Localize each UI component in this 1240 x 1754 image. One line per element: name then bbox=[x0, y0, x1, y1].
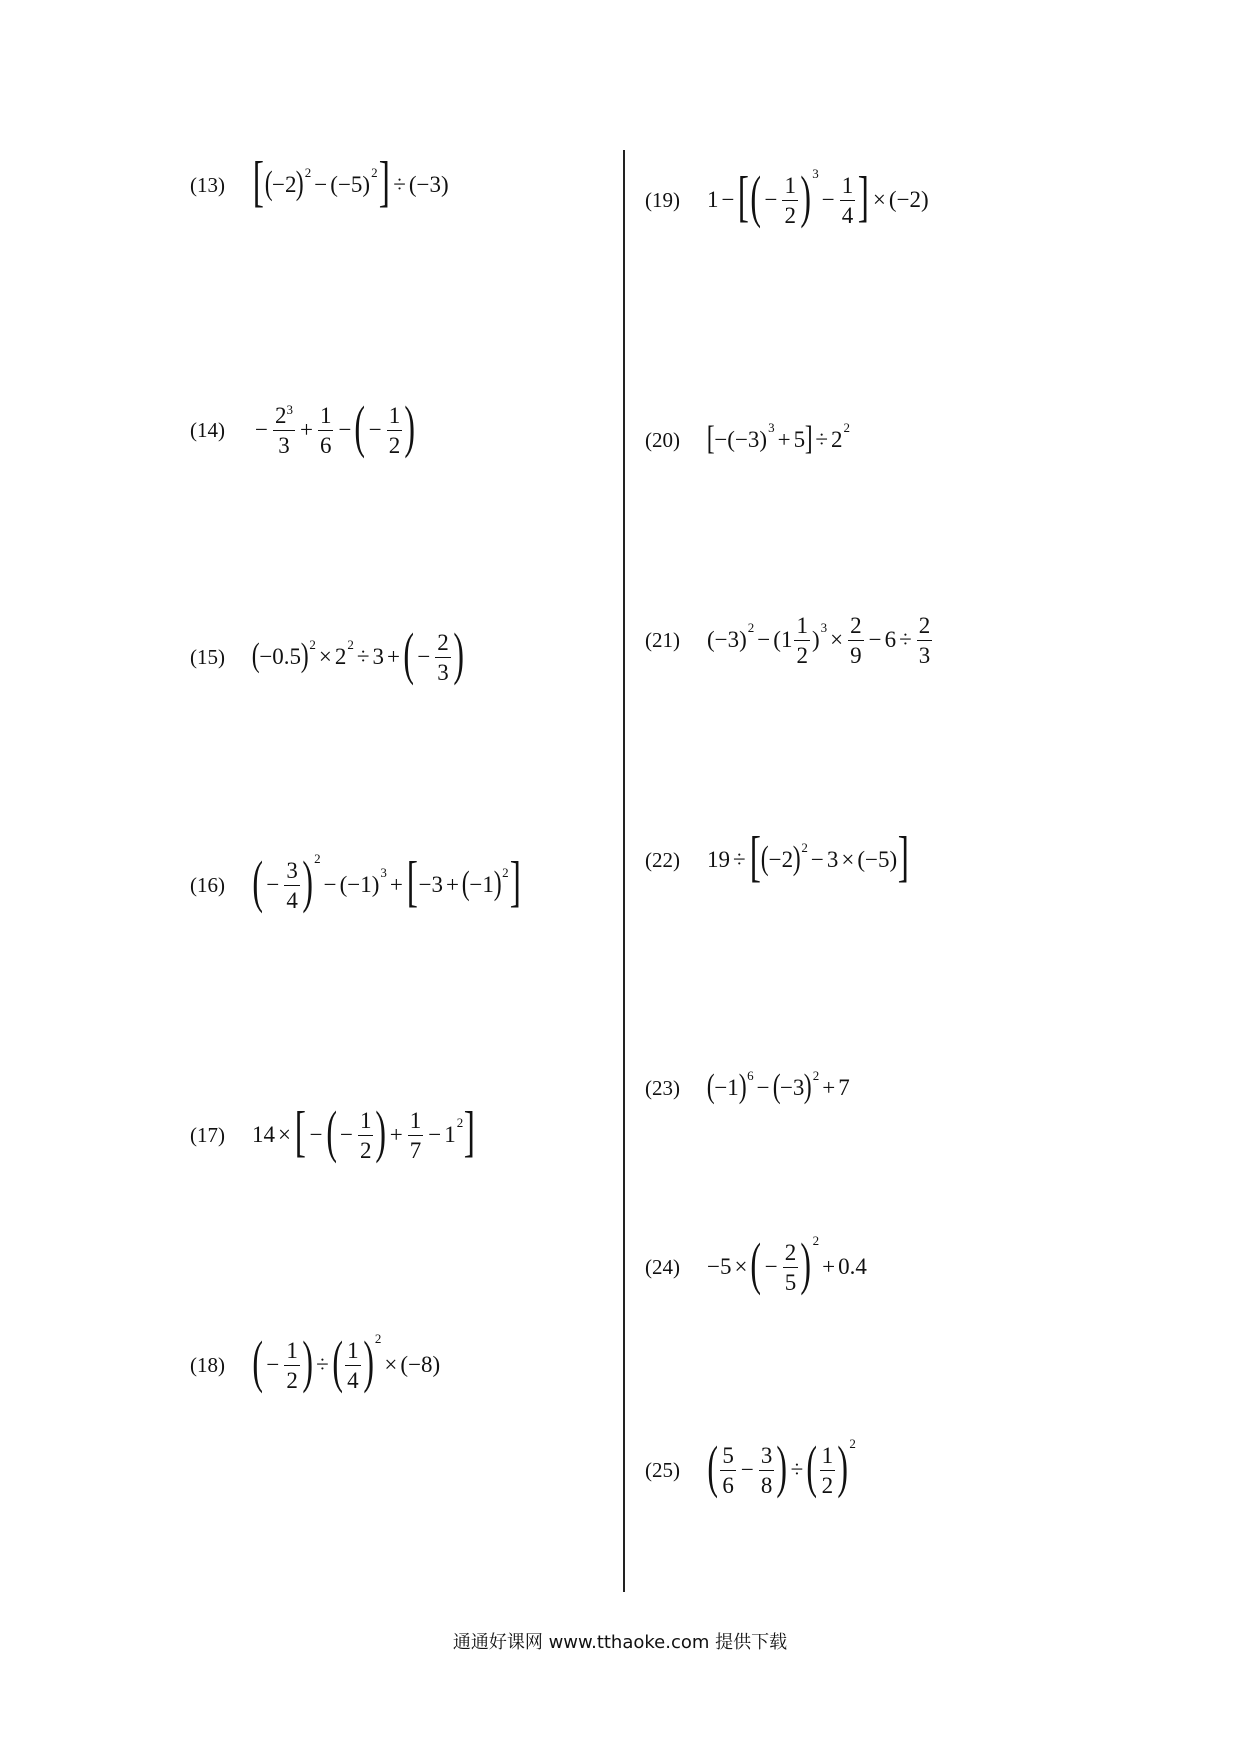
problem-number: (17) bbox=[190, 1122, 225, 1147]
problem-22 bbox=[645, 815, 910, 905]
problem-number: (16) bbox=[190, 872, 225, 897]
problem-18 bbox=[190, 1320, 440, 1410]
expression: (−3) 2 − ( 1 $\frac{1}{2}$ ) 3 × $\frac{2}{9}$ − 6 ÷ $\frac{2}{3}$ bbox=[707, 612, 931, 668]
problem-number: (15) bbox=[190, 644, 225, 669]
expression: [ ( −2 ) 2 − (−5) 2 ] ÷ (−3) bbox=[252, 151, 449, 213]
expression: ( −0.5 ) 2 × 2 2 ÷ 3 + ( − $\frac{2}{3}$ ) bbox=[251, 621, 464, 686]
expression: − $\frac{2^3}{3}$ + $\frac{1}{6}$ − ( − $\frac{1}{2}$ ) bbox=[255, 394, 416, 459]
problem-number: (22) bbox=[645, 847, 680, 872]
problem-15 bbox=[190, 612, 464, 702]
problem-number: (19) bbox=[645, 187, 680, 212]
problem-13 bbox=[190, 140, 449, 230]
problem-23 bbox=[645, 1043, 850, 1133]
expression: [ −(−3) 3 + 5 ] ÷ 2 2 bbox=[706, 420, 851, 457]
problem-25 bbox=[645, 1425, 856, 1515]
expression: 14 × [ − ( − $\frac{1}{2}$ ) + $\frac{1}{7}$ − 1 2 ] bbox=[252, 1099, 476, 1164]
problem-19 bbox=[645, 155, 929, 245]
footer-source-note: 通通好课网 www.tthaoke.com 提供下载 bbox=[452, 1632, 788, 1653]
problem-number: (21) bbox=[645, 627, 680, 652]
problem-14 bbox=[190, 385, 416, 475]
problem-number: (18) bbox=[190, 1352, 225, 1377]
problem-number: (23) bbox=[645, 1075, 680, 1100]
expression: ( −1 ) 6 − ( −3 ) 2 + 7 bbox=[706, 1068, 850, 1105]
problem-number: (14) bbox=[190, 417, 225, 442]
expression: 19 ÷ [ ( −2 ) 2 − 3 × (−5) ] bbox=[707, 826, 910, 888]
problem-17 bbox=[190, 1090, 476, 1180]
problem-16 bbox=[190, 840, 521, 930]
expression: −5 × ( − $\frac{2}{5}$ ) 2 + 0.4 bbox=[707, 1231, 867, 1296]
column-divider bbox=[623, 150, 625, 1592]
problem-number: (25) bbox=[645, 1457, 680, 1482]
expression: 1 − [ ( − $\frac{1}{2}$ ) 3 − $\frac{1}{4}$ ] × (−2) bbox=[707, 164, 929, 229]
problem-number: (13) bbox=[190, 172, 225, 197]
expression: ( $\frac{5}{6}$ − $\frac{3}{8}$ ) ÷ ( $\frac{1}{2}$ ) 2 bbox=[707, 1434, 856, 1499]
expression: ( − $\frac{1}{2}$ ) ÷ ( $\frac{1}{4}$ ) 2 × (−8) bbox=[252, 1329, 441, 1394]
problem-24 bbox=[645, 1222, 867, 1312]
problem-number: (20) bbox=[645, 427, 680, 452]
problem-21 bbox=[645, 595, 934, 685]
problem-20 bbox=[645, 395, 850, 485]
expression: ( − $\frac{3}{4}$ ) 2 − (−1) 3 + [ −3 + ( −1 ) 2 ] bbox=[252, 849, 521, 914]
problem-number: (24) bbox=[645, 1254, 680, 1279]
